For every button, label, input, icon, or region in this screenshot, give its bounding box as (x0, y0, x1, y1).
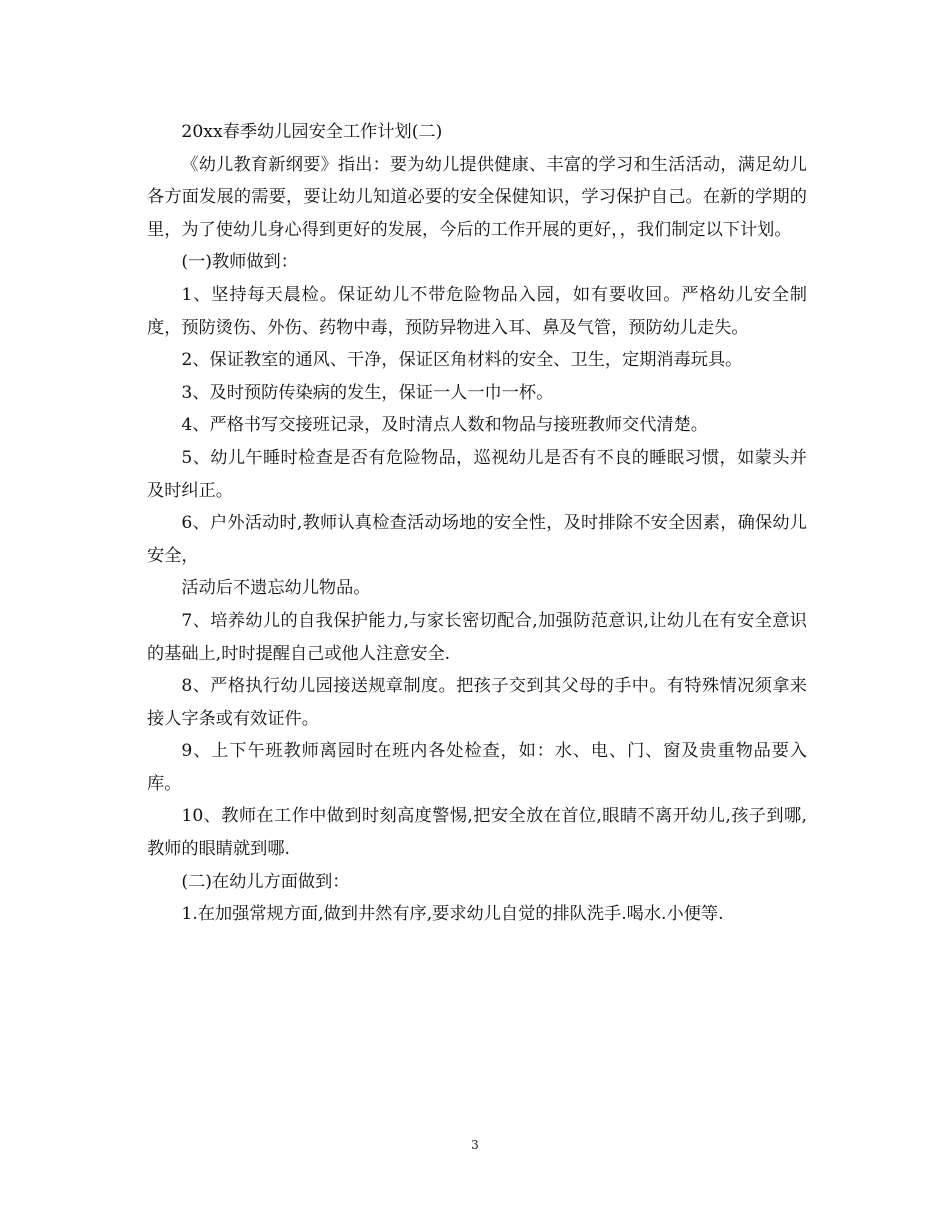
paragraph-item-9: 9、上下午班教师离园时在班内各处检查，如：水、电、门、窗及贵重物品要入库。 (147, 741, 807, 794)
paragraph-item-2: 2、保证教室的通风、干净，保证区角材料的安全、卫生，定期消毒玩具。 (181, 350, 743, 371)
document-title: 20xx春季幼儿园安全工作计划(二) (181, 122, 443, 142)
page-number: 3 (471, 1138, 479, 1152)
paragraph-item-10: 10、教师在工作中做到时刻高度警惕,把安全放在首位,眼睛不离开幼儿,孩子到哪,教师的眼睛就到哪. (147, 806, 807, 860)
paragraph-item-6: 6、户外活动时,教师认真检查活动场地的安全性，及时排除不安全因素，确保幼儿安全， (147, 513, 807, 566)
paragraph-item-6-continued: 活动后不遗忘幼儿物品。 (181, 578, 371, 599)
paragraph-item-3: 3、及时预防传染病的发生，保证一人一巾一杯。 (181, 382, 554, 403)
paragraph-intro: 《幼儿教育新纲要》指出：要为幼儿提供健康、丰富的学习和生活活动，满足幼儿各方面发展的需要，要让幼儿知道必要的安全保健知识，学习保护自己。在新的学期的里，为了使幼儿身心得到更好的发展，今后的工作开展的更好，，我们制定以下计划。 (147, 154, 807, 240)
paragraph-item-5: 5、幼儿午睡时检查是否有危险物品，巡视幼儿是否有不良的睡眠习惯，如蒙头并及时纠正。 (147, 447, 807, 501)
paragraph-item-1: 1、坚持每天晨检。保证幼儿不带危险物品入园，如有要收回。严格幼儿安全制度，预防烫伤、外伤、药物中毒，预防异物进入耳、鼻及气管，预防幼儿走失。 (147, 284, 807, 338)
paragraph-item-7: 7、培养幼儿的自我保护能力,与家长密切配合,加强防范意识,让幼儿在有安全意识的基础上,时时提醒自己或他人注意安全. (147, 610, 807, 664)
section-heading-children: (二)在幼儿方面做到： (181, 871, 350, 892)
paragraph-item-4: 4、严格书写交接班记录，及时清点人数和物品与接班教师交代清楚。 (181, 415, 708, 436)
paragraph-children-item-1: 1.在加强常规方面,做到井然有序,要求幼儿自觉的排队洗手.喝水.小便等. (181, 904, 724, 925)
section-heading-teachers: (一)教师做到： (181, 252, 298, 273)
paragraph-item-8: 8、严格执行幼儿园接送规章制度。把孩子交到其父母的手中。有特殊情况须拿来接人字条或有效证件。 (147, 676, 807, 729)
document-body (147, 116, 807, 931)
